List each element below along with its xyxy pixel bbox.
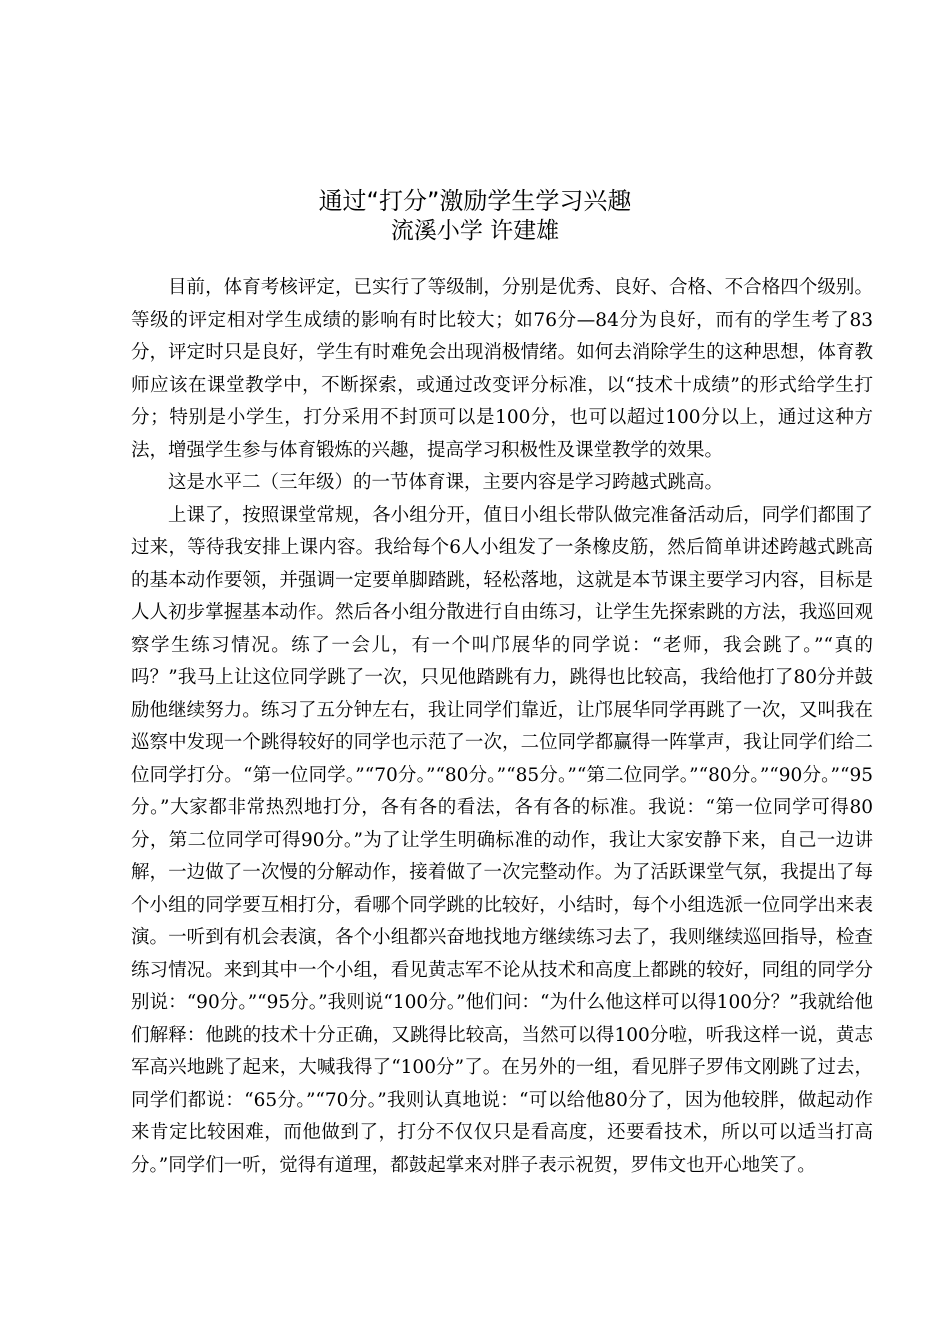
paragraph-narrative: 上课了，按照课堂常规，各小组分开，值日小组长带队做完准备活动后，同学们都围了过来，等待我安排上课内容。我给每个6人小组发了一条橡皮筋，然后简单讲述跨越式跳高的基本动作要领，并强调一定要单脚踏跳，轻松落地，这就是本节课主要学习内容，目标是人人初步掌握基本动作。然后各小组分散进行自由练习，让学生先探索跳的方法，我巡回观察学生练习情况。练了一会儿，有一个叫邝展华的同学说：“老师，我会跳了。”“真的吗？”我马上让这位同学跳了一次，只见他踏跳有力，跳得也比较高，我给他打了80分并鼓励他继续努力。练习了五分钟左右，我让同学们靠近，让邝展华同学再跳了一次，又叫我在巡察中发现一个跳得较好的同学也示范了一次，二位同学都赢得一阵掌声，我让同学们给二位同学打分。“第一位同学。”“70分。”“80分。”“85分。”“第二位同学。”“80分。”“90分。”“95分。”大家都非常热烈地打分，各有各的看法，各有各的标准。我说：“第一位同学可得80分，第二位同学可得90分。”为了让学生明确标准的动作，我让大家安静下来，自己一边讲解，一边做了一次慢的分解动作，接着做了一次完整动作。为了活跃课堂气氛，我提出了每个小组的同学要互相打分，看哪个同学跳的比较好，小结时，每个小组选派一位同学出来表演。一听到有机会表演，各个小组都兴奋地找地方继续练习去了，我则继续巡回指导，检查练习情况。来到其中一个小组，看见黄志军不论从技术和高度上都跳的较好，同组的同学分别说：“90分。”“95分。”我则说“100分。”他们问：“为什么他这样可以得100分？”我就给他们解释：他跳的技术十分正确，又跳得比较高，当然可以得100分啦，听我这样一说，黄志军高兴地跳了起来，大喊我得了“100分”了。在另外的一组，看见胖子罗伟文刚跳了过去，同学们都说：“65分。”“70分。”我则认真地说：“可以给他80分了，因为他较胖，做起动作来肯定比较困难，而他做到了，打分不仅仅只是看高度，还要看技术，所以可以适当打高分。”同学们一听，觉得有道理，都鼓起掌来对胖子表示祝贺，罗伟文也开心地笑了。 [131,504,873,1176]
document-body [131,272,873,1182]
document-title: 通过“打分”激励学生学习兴趣 [318,187,632,215]
author-line: 流溪小学 许建雄 [390,218,560,244]
paragraph-intro: 目前，体育考核评定，已实行了等级制，分别是优秀、良好、合格、不合格四个级别。等级的评定相对学生成绩的影响有时比较大；如76分—84分为良好，而有的学生考了83分，评定时只是良好，学生有时难免会出现消极情绪。如何去消除学生的这种思想，体育教师应该在课堂教学中，不断探索，或通过改变评分标准，以“技术十成绩”的形式给学生打分；特别是小学生，打分采用不封顶可以是100分，也可以超过100分以上，通过这种方法，增强学生参与体育锻炼的兴趣，提高学习积极性及课堂教学的效果。 [131,277,873,461]
paragraph-lesson: 这是水平二（三年级）的一节体育课，主要内容是学习跨越式跳高。 [168,472,724,493]
